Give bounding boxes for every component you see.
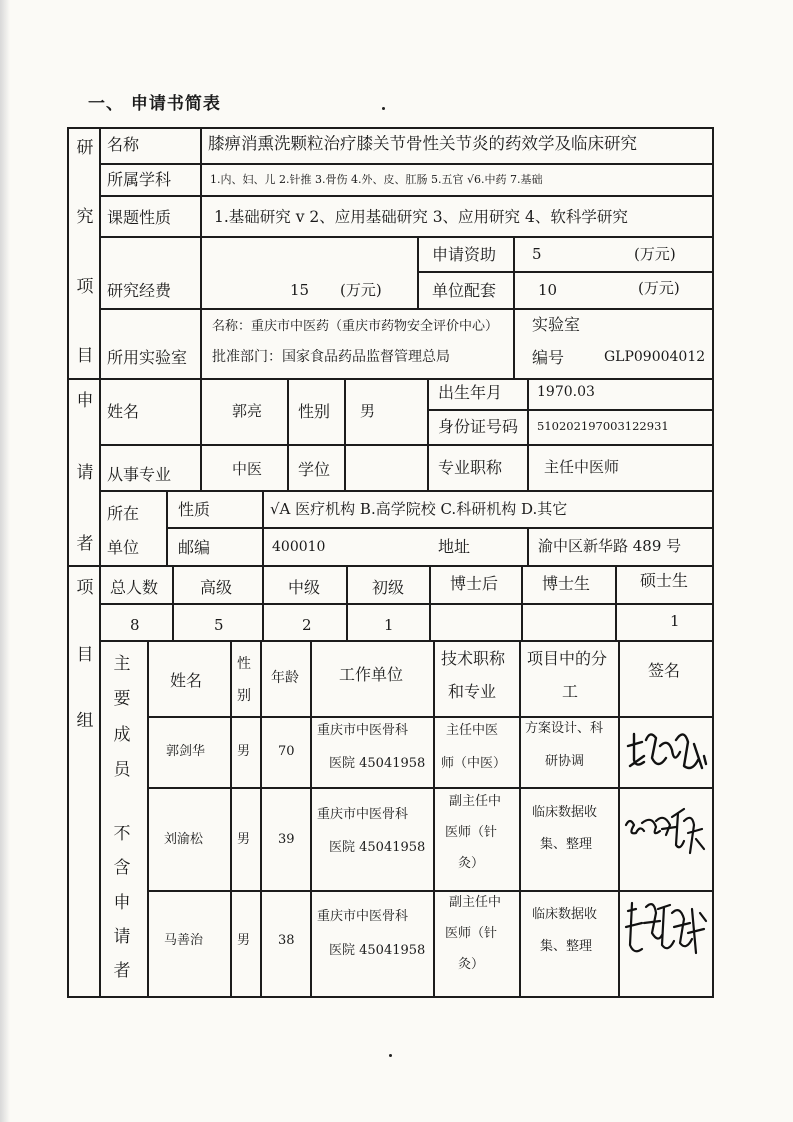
lab-approval-dept: 批准部门：国家食品药品监督管理总局 <box>212 349 450 365</box>
applicant-name-value: 郭亮 <box>232 402 263 420</box>
subject-label: 所属学科 <box>107 170 172 189</box>
address-label: 地址 <box>438 537 471 556</box>
apply-value: 5 <box>532 245 542 263</box>
postcode-label: 邮编 <box>178 538 211 557</box>
member-unit-1: 重庆市中医骨科 <box>317 807 409 822</box>
header-postdoc: 博士后 <box>450 574 499 593</box>
gender-label: 性别 <box>298 402 331 421</box>
unit-label-2: 单位 <box>107 538 140 557</box>
funding-unit: (万元) <box>340 281 382 299</box>
degree-label: 学位 <box>298 460 331 479</box>
member-title-1: 副主任中 <box>449 895 502 910</box>
header-senior: 高级 <box>200 578 233 597</box>
address-value: 渝中区新华路 489 号 <box>538 537 682 555</box>
research-type-value: 1.基础研究 v 2、应用基础研究 3、应用研究 4、软科学研究 <box>214 208 628 226</box>
apply-label: 申请资助 <box>432 245 497 264</box>
unit-label-1: 所在 <box>107 504 140 523</box>
prof-title-label: 专业职称 <box>438 458 503 477</box>
col-role-1: 项目中的分 <box>527 649 608 668</box>
col-role-2: 工 <box>562 682 579 701</box>
birth-value: 1970.03 <box>537 384 595 400</box>
member-title-3: 灸） <box>458 856 485 871</box>
member-title-2: 医师（针 <box>445 926 498 941</box>
member-age: 38 <box>278 933 295 948</box>
member-age: 39 <box>278 832 295 847</box>
apply-unit: (万元) <box>634 245 676 263</box>
prof-title-value: 主任中医师 <box>544 458 620 476</box>
project-name-value: 膝痹消熏洗颗粒治疗膝关节骨性关节炎的药效学及临床研究 <box>208 134 637 153</box>
match-value: 10 <box>538 281 558 299</box>
handwritten-signature <box>622 720 710 784</box>
major-label: 从事专业 <box>107 465 172 484</box>
id-value: 510202197003122931 <box>537 419 669 433</box>
count-middle: 2 <box>302 616 312 634</box>
major-value: 中医 <box>232 460 263 478</box>
gender-value: 男 <box>360 402 376 420</box>
member-role-1: 临床数据收 <box>532 907 598 922</box>
col-title-1: 技术职称 <box>441 649 506 668</box>
research-type-label: 课题性质 <box>107 208 172 227</box>
scan-speck <box>389 1054 392 1057</box>
member-unit-1: 重庆市中医骨科 <box>317 909 409 924</box>
member-name: 郭剑华 <box>166 744 206 759</box>
member-unit-2: 医院 45041958 <box>329 943 426 958</box>
member-age: 70 <box>278 744 295 759</box>
project-name-label: 名称 <box>107 135 140 154</box>
funding-label: 研究经费 <box>107 281 172 300</box>
match-unit: (万元) <box>638 279 680 297</box>
lab-label: 所用实验室 <box>107 348 188 367</box>
member-title-1: 副主任中 <box>449 794 502 809</box>
match-label: 单位配套 <box>432 281 497 300</box>
nature-value: √A 医疗机构 B.高学院校 C.科研机构 D.其它 <box>270 500 568 518</box>
count-total: 8 <box>130 616 140 634</box>
member-gender: 男 <box>237 744 251 759</box>
member-unit-2: 医院 45041958 <box>329 840 426 855</box>
col-sign: 签名 <box>648 661 681 680</box>
lab-name: 名称：重庆市中医药（重庆市药物安全评价中心） <box>212 319 499 334</box>
member-role-2: 研协调 <box>545 754 585 769</box>
handwritten-signature <box>622 795 710 875</box>
col-unit: 工作单位 <box>339 665 404 684</box>
member-gender: 男 <box>237 933 251 948</box>
member-title-1: 主任中医 <box>446 723 499 738</box>
count-junior: 1 <box>384 616 394 634</box>
col-name: 姓名 <box>170 671 203 690</box>
funding-value: 15 <box>290 281 310 299</box>
postcode-value: 400010 <box>272 539 326 555</box>
applicant-side-label: 申 请 者 <box>76 391 94 554</box>
project-side-label: 研 究 项 目 <box>76 138 94 366</box>
header-master: 硕士生 <box>640 571 689 590</box>
team-side-label: 项 目 组 <box>76 578 94 731</box>
member-title-2: 师（中医） <box>441 756 507 771</box>
member-gender: 男 <box>237 832 251 847</box>
col-gender-2: 别 <box>237 688 251 704</box>
section-title: 一、 申请书简表 <box>88 94 221 114</box>
member-unit-2: 医院 45041958 <box>329 756 426 771</box>
count-master: 1 <box>670 612 680 630</box>
header-middle: 中级 <box>288 578 321 597</box>
header-total: 总人数 <box>110 578 159 597</box>
header-phd: 博士生 <box>542 574 591 593</box>
birth-label: 出生年月 <box>438 383 503 402</box>
nature-label: 性质 <box>178 500 211 519</box>
member-title-2: 医师（针 <box>445 825 498 840</box>
member-name: 马善治 <box>164 933 204 948</box>
id-label: 身份证号码 <box>438 417 519 436</box>
applicant-name-label: 姓名 <box>107 402 140 421</box>
member-role-1: 方案设计、科 <box>525 721 604 736</box>
member-role-2: 集、整理 <box>540 837 593 852</box>
lab-no-label-1: 实验室 <box>532 315 581 334</box>
scan-speck <box>382 107 385 110</box>
subject-value: 1.内、妇、儿 2.针推 3.骨伤 4.外、皮、肛肠 5.五官 √6.中药 7.基础 <box>210 173 543 186</box>
lab-no-label-2: 编号 <box>532 348 565 367</box>
col-age: 年龄 <box>271 670 299 686</box>
col-title-2: 和专业 <box>448 682 497 701</box>
handwritten-signature <box>622 893 710 983</box>
col-gender-1: 性 <box>237 656 251 672</box>
member-role-2: 集、整理 <box>540 939 593 954</box>
count-senior: 5 <box>214 616 224 634</box>
member-unit-1: 重庆市中医骨科 <box>317 723 409 738</box>
member-title-3: 灸） <box>458 957 485 972</box>
member-role-1: 临床数据收 <box>532 805 598 820</box>
scan-edge-shadow <box>0 0 10 1122</box>
lab-no-value: GLP09004012 <box>604 349 706 365</box>
header-junior: 初级 <box>372 578 405 597</box>
member-name: 刘渝松 <box>164 832 204 847</box>
